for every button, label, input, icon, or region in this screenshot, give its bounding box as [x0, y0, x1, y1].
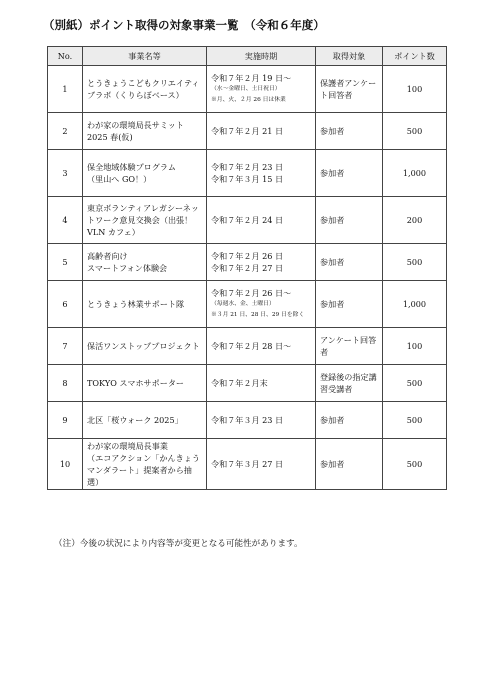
- period-line: 令和７年２月 27 日: [211, 263, 284, 273]
- event-name-cell: [83, 244, 207, 281]
- event-name-line: 2025 春(仮): [87, 132, 133, 142]
- event-name-cell: [83, 113, 207, 150]
- target-cell: 保護者アンケート回答者: [316, 66, 383, 113]
- row-number: 4: [48, 197, 83, 244]
- header-event-name: 事業名等: [83, 47, 207, 66]
- points-cell: 500: [383, 365, 447, 402]
- table-row: [48, 402, 447, 439]
- points-cell: 200: [383, 197, 447, 244]
- table-header-row: [48, 47, 447, 66]
- table-row: [48, 244, 447, 281]
- target-cell: 参加者: [316, 244, 383, 281]
- target-cell: 参加者: [316, 439, 383, 490]
- target-cell: アンケート回答者: [316, 328, 383, 365]
- events-table: [47, 46, 447, 490]
- table-row: [48, 365, 447, 402]
- table-row: [48, 281, 447, 328]
- event-name-line: （里山へ GO！）: [87, 174, 152, 184]
- period-cell: [207, 113, 316, 150]
- event-name-line: スマートフォン体験会: [87, 263, 168, 273]
- event-name-line: 保全地域体験プログラム: [87, 162, 176, 172]
- points-cell: 100: [383, 66, 447, 113]
- target-cell: 参加者: [316, 402, 383, 439]
- row-number: 2: [48, 113, 83, 150]
- event-name-line: （エコアクション「かんきょうマンダラート」提案者から抽選）: [87, 453, 200, 487]
- period-line: 令和７年３月 15 日: [211, 174, 284, 184]
- period-cell: [207, 365, 316, 402]
- event-name-cell: [83, 66, 207, 113]
- table-row: [48, 439, 447, 490]
- event-name-line: わが家の環境局長事業: [87, 441, 168, 451]
- event-name-line: とうきょうこどもクリエイティブラボ（くりらぼベース）: [87, 78, 200, 100]
- row-number: 1: [48, 66, 83, 113]
- row-number: 8: [48, 365, 83, 402]
- table-row: [48, 328, 447, 365]
- target-cell: 登録後の指定講習受講者: [316, 365, 383, 402]
- period-note: ※月、火、２月 26 日は休業: [211, 97, 286, 103]
- points-cell: 500: [383, 402, 447, 439]
- event-name-cell: [83, 402, 207, 439]
- period-line: 令和７年２月 21 日: [211, 126, 284, 136]
- row-number: 6: [48, 281, 83, 328]
- period-line: 令和７年２月 28 日～: [211, 341, 292, 351]
- row-number: 5: [48, 244, 83, 281]
- points-cell: 1,000: [383, 281, 447, 328]
- event-name-cell: [83, 281, 207, 328]
- row-number: 10: [48, 439, 83, 490]
- period-line: 令和７年３月 27 日: [211, 459, 284, 469]
- period-cell: [207, 402, 316, 439]
- table-row: [48, 150, 447, 197]
- event-name-cell: [83, 365, 207, 402]
- footnote: （注）今後の状況により内容等が変更となる可能性があります。: [54, 539, 303, 549]
- period-line: 令和７年２月末: [211, 378, 268, 388]
- period-line: 令和７年２月 23 日: [211, 162, 284, 172]
- period-note: ※３月 21 日、28 日、29 日を除く: [211, 312, 305, 318]
- event-name-cell: [83, 197, 207, 244]
- row-number: 3: [48, 150, 83, 197]
- period-note: （水～金曜日、土日祝日）: [211, 86, 281, 92]
- header-period: 実施時期: [207, 47, 316, 66]
- event-name-line: 保活ワンストッププロジェクト: [87, 341, 200, 351]
- period-line: 令和７年３月 23 日: [211, 415, 284, 425]
- table-body: [48, 66, 447, 490]
- event-name-cell: [83, 328, 207, 365]
- points-cell: 500: [383, 439, 447, 490]
- event-name-line: わが家の環境局長サミット: [87, 120, 184, 130]
- period-line: 令和７年２月 19 日～: [211, 73, 292, 83]
- table-row: [48, 113, 447, 150]
- event-name-line: 高齢者向け: [87, 251, 128, 261]
- period-cell: [207, 328, 316, 365]
- points-cell: 1,000: [383, 150, 447, 197]
- period-cell: [207, 281, 316, 328]
- target-cell: 参加者: [316, 113, 383, 150]
- page-title: （別紙）ポイント取得の対象事業一覧 （令和６年度）: [43, 18, 325, 32]
- period-note: （毎週水、金、土曜日）: [211, 301, 275, 307]
- header-target: 取得対象: [316, 47, 383, 66]
- table-row: [48, 66, 447, 113]
- points-cell: 100: [383, 328, 447, 365]
- points-cell: 500: [383, 244, 447, 281]
- row-number: 7: [48, 328, 83, 365]
- table-row: [48, 197, 447, 244]
- row-number: 9: [48, 402, 83, 439]
- period-cell: [207, 439, 316, 490]
- event-name-line: 東京ボランティアレガシーネットワーク意見交換会（出張！VLN カフェ）: [87, 203, 199, 237]
- event-name-line: TOKYO スマホサポーター: [87, 378, 185, 388]
- event-name-line: 北区「桜ウォーク 2025」: [87, 415, 183, 425]
- period-cell: [207, 244, 316, 281]
- target-cell: 参加者: [316, 150, 383, 197]
- period-line: 令和７年２月 26 日～: [211, 288, 292, 298]
- target-cell: 参加者: [316, 197, 383, 244]
- period-cell: [207, 197, 316, 244]
- header-points: ポイント数: [383, 47, 447, 66]
- period-line: 令和７年２月 26 日: [211, 251, 284, 261]
- period-cell: [207, 66, 316, 113]
- period-cell: [207, 150, 316, 197]
- event-name-line: とうきょう林業サポート隊: [87, 299, 185, 309]
- period-line: 令和７年２月 24 日: [211, 215, 284, 225]
- event-name-cell: [83, 150, 207, 197]
- event-name-cell: [83, 439, 207, 490]
- header-no: No.: [48, 47, 83, 66]
- points-cell: 500: [383, 113, 447, 150]
- target-cell: 参加者: [316, 281, 383, 328]
